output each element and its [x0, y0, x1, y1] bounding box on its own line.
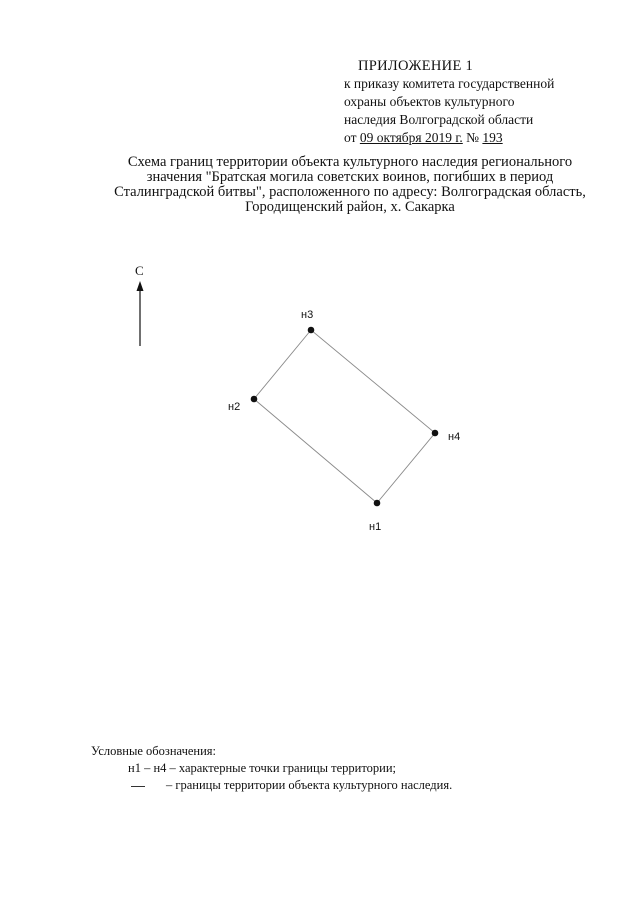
order-number: 193 [482, 130, 503, 145]
scheme-title-line-4: Городищенский район, х. Сакарка [245, 199, 455, 215]
number-sign: № [466, 130, 480, 145]
appendix-line-2: охраны объектов культурного [344, 94, 515, 109]
appendix-line-3: наследия Волгоградской области [344, 112, 534, 127]
scheme-title-line-1: Схема границ территории объекта культурного наследия регионального [127, 154, 573, 170]
legend [91, 743, 611, 794]
legend-boundary-text: – границы территории объекта культурного наследия. [166, 778, 453, 792]
scheme-title-line-3: Сталинградской битвы", расположенного по адресу: Волгоградская область, [114, 184, 586, 200]
north-arrow [137, 281, 144, 346]
order-date: 09 октября 2019 г. [359, 130, 463, 145]
boundary-point-n4 [432, 430, 439, 437]
legend-points-row: н1 – н4 – характерные точки границы территории; [128, 761, 397, 775]
point-label-n1: н1 [369, 521, 382, 533]
territory-boundary [254, 330, 435, 503]
appendix-title: ПРИЛОЖЕНИЕ 1 [358, 58, 474, 74]
point-label-n4: н4 [448, 431, 461, 443]
point-label-n3: н3 [301, 309, 314, 321]
boundary-point-n2 [251, 396, 258, 403]
boundary-line-symbol [131, 786, 145, 787]
legend-boundary-row [91, 777, 611, 794]
legend-heading: Условные обозначения: [91, 744, 217, 758]
appendix-from: от [344, 130, 357, 145]
point-label-n2: н2 [228, 401, 241, 413]
boundary-point-n1 [374, 500, 381, 507]
boundary-point-n3 [308, 327, 315, 334]
north-label: С [135, 263, 144, 278]
appendix-line-1: к приказу комитета государственной [344, 76, 555, 91]
scheme-title-line-2: значения "Братская могила советских воинов, погибших в период [146, 169, 554, 185]
